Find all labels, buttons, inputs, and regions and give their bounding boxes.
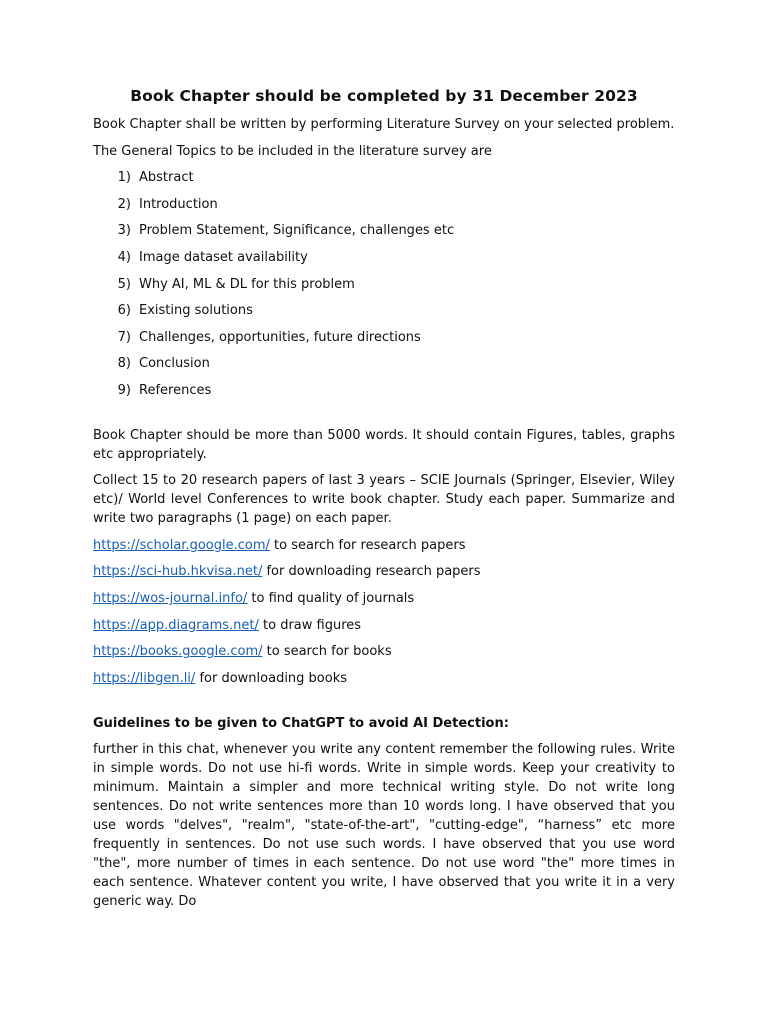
- topics-list: [93, 168, 675, 400]
- list-item-number: 7): [117, 329, 131, 345]
- sci-hub-link[interactable]: https://sci-hub.hkvisa.net/: [93, 564, 263, 580]
- list-item-number: 1): [117, 170, 131, 186]
- list-item-label: References: [139, 382, 212, 398]
- diagrams-link[interactable]: https://app.diagrams.net/: [93, 617, 259, 633]
- google-books-link[interactable]: https://books.google.com/: [93, 644, 263, 660]
- list-item: [93, 301, 675, 320]
- list-item: [93, 195, 675, 214]
- list-item-label: Introduction: [139, 196, 218, 212]
- list-item-label: Challenges, opportunities, future directions: [139, 329, 421, 345]
- list-item-label: Abstract: [139, 170, 194, 186]
- link-description: to search for research papers: [274, 537, 466, 553]
- resource-link-row: [93, 589, 675, 608]
- link-description: to find quality of journals: [251, 591, 415, 607]
- list-item-label: Image dataset availability: [139, 249, 308, 265]
- list-item-number: 2): [117, 196, 131, 212]
- list-item: [93, 328, 675, 347]
- list-item: [93, 354, 675, 373]
- list-item-label: Problem Statement, Significance, challenges etc: [139, 223, 455, 239]
- list-item-number: 4): [117, 249, 131, 265]
- scholar-link[interactable]: https://scholar.google.com/: [93, 537, 270, 553]
- guidelines-heading: Guidelines to be given to ChatGPT to avoid AI Detection:: [93, 715, 509, 731]
- document-page: [93, 84, 675, 919]
- page-title: Book Chapter should be completed by 31 December 2023: [130, 87, 638, 105]
- word-count-requirement: Book Chapter should be more than 5000 words. It should contain Figures, tables, graphs etc appropriately.: [93, 427, 675, 462]
- list-item: [93, 275, 675, 294]
- guidelines-body: further in this chat, whenever you write any content remember the following rules. Write in simple words. Do not use hi-fi words. Write in simple words. Keep your creativity to minimum. Maintain a simpler and more technical writing style. Do not write long sentences. Do not write sentences more than 10 words long. I have observed that you use words "delves", "realm", "state-of-the-art", "cutting-edge", “harness” etc more frequently in sentences. Do not use such words. I have observed that you use word "the", more number of times in each sentence. Do not use word "the" more times in each sentence. Whatever content you write, I have observed that you write it in a very generic way. Do: [93, 742, 675, 910]
- list-item: [93, 248, 675, 267]
- spacer: [93, 696, 675, 714]
- link-description: for downloading research papers: [266, 564, 481, 580]
- research-papers-requirement: Collect 15 to 20 research papers of last 3 years – SCIE Journals (Springer, Elsevier, Wiley etc)/ World level Conferences to write book chapter. Study each paper. Summarize and write two paragraphs (1 page) on each paper.: [93, 473, 675, 527]
- link-description: to search for books: [266, 644, 392, 660]
- list-item-label: Conclusion: [139, 356, 210, 372]
- resource-link-row: [93, 642, 675, 661]
- list-item-number: 8): [117, 356, 131, 372]
- link-description: to draw figures: [263, 617, 362, 633]
- wos-journal-link[interactable]: https://wos-journal.info/: [93, 591, 248, 607]
- intro-line-2: The General Topics to be included in the literature survey are: [93, 143, 492, 159]
- libgen-link[interactable]: https://libgen.li/: [93, 671, 196, 687]
- link-description: for downloading books: [199, 671, 348, 687]
- spacer: [93, 408, 675, 426]
- list-item-number: 5): [117, 276, 131, 292]
- resource-link-row: [93, 562, 675, 581]
- list-item: [93, 381, 675, 400]
- resource-link-row: [93, 616, 675, 635]
- list-item-label: Existing solutions: [139, 303, 253, 319]
- list-item: [93, 168, 675, 187]
- resource-link-row: [93, 669, 675, 688]
- list-item-number: 9): [117, 382, 131, 398]
- list-item: [93, 221, 675, 240]
- list-item-label: Why AI, ML & DL for this problem: [139, 276, 355, 292]
- intro-line-1: Book Chapter shall be written by performing Literature Survey on your selected problem.: [93, 117, 675, 132]
- resource-link-row: [93, 536, 675, 555]
- list-item-number: 3): [117, 223, 131, 239]
- list-item-number: 6): [117, 303, 131, 319]
